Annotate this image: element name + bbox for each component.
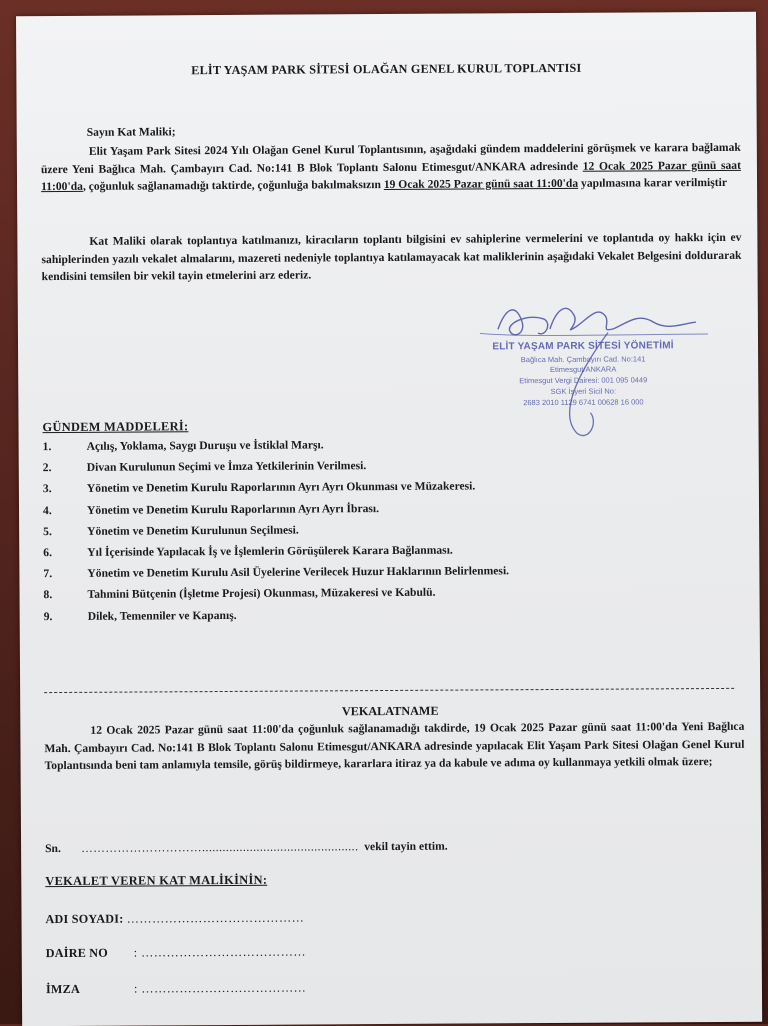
agenda-text: Yıl İçerisinde Yapılacak İş ve İşlemlerin Görüşülerek Karara Bağlanması. (87, 543, 453, 559)
agenda-text: Tahmini Bütçenin (İşletme Projesi) Okunması, Müzakeresi ve Kabulü. (87, 586, 436, 602)
agenda-number: 2. (42, 461, 52, 475)
signature-row (46, 981, 306, 998)
agenda-number: 1. (42, 440, 52, 454)
document-page (16, 12, 762, 1026)
para1-text-a: Elit Yaşam Park Sitesi 2024 Yılı Olağan Genel Kurul Toplantısının, aşağıdaki gündem maddelerini görüşmek ve karara bağlamak üzere Yeni Bağlıca Mah. Çambayırı Cad. No:141 B Blok Toplantı Salonu Etimesgut/ANKARA adresinde (40, 140, 741, 176)
first-meeting-date: 12 Ocak 2025 Pazar günü saat 11:00'da (41, 158, 741, 194)
agenda-number: 3. (42, 482, 52, 496)
agenda-text: Yönetim ve Denetim Kurulu Raporlarının Ayrı Ayrı İbrası. (86, 501, 380, 517)
agenda-text: Yönetim ve Denetim Kurulu Asil Üyelerine Verilecek Huzur Haklarının Belirlenmesi. (87, 564, 510, 580)
list-item (44, 605, 744, 630)
stamp-line-5: SGK İşyeri Sicil No: (550, 386, 617, 397)
agenda-number: 8. (43, 588, 53, 602)
document-title: ELİT YAŞAM PARK SİTESİ OLAĞAN GENEL KURUL TOPLANTISI (191, 60, 582, 78)
agenda-text: Yönetim ve Denetim Kurulu Raporlarının Ayrı Ayrı Okunması ve Müzakeresi. (86, 479, 476, 496)
proxy-request-paragraph: Kat Maliki olarak toplantıya katılmanızı, kiracıların toplantı bilgisini ev sahiplerine vermelerini ve toplantıda oy hakkı için ev sahiplerinden yazılı vekalet almalarını, mazereti nedeniyle toplantıya katılamayacak kat maliklerinin aşağıdaki Vekalet Belgesini doldurarak kendisini temsilen bir vekil tayin etmelerini arz ederiz. (41, 230, 742, 284)
agenda-number: 6. (43, 545, 53, 560)
announcement-paragraph (41, 139, 741, 196)
stamp-line-1: ELİT YAŞAM PARK SİTESİ YÖNETİMİ (492, 340, 674, 353)
stamp-line-6: 2683 2010 1129 6741 00628 16 000 (523, 397, 644, 408)
name-label: ADI SOYADI: (45, 911, 124, 927)
stamp-line-3: Etimesgut/ANKARA (550, 364, 617, 375)
para1-text-c: yapılmasına karar verilmiştir (578, 176, 728, 191)
owner-section-heading: VEKALET VEREN KAT MALİKİNİN: (45, 872, 268, 889)
agenda-text: Dilek, Temenniler ve Kapanış. (87, 608, 237, 623)
stamp-line-2: Bağlıca Mah. Çambayırı Cad. No:141 (520, 354, 646, 365)
name-blank[interactable]: …………………………………… (126, 910, 305, 926)
stamp-line-4: Etimesgut Vergi Dairesi: 001 095 0449 (519, 375, 648, 386)
apartment-blank[interactable]: : ………………………………… (133, 944, 307, 960)
signature-label: İMZA (45, 981, 80, 997)
proxy-appointee-row (45, 840, 448, 855)
agenda-text: Yönetim ve Denetim Kurulunun Seçilmesi. (87, 523, 299, 538)
appointee-name-blank[interactable]: ………………………….............................................. (81, 840, 359, 855)
proxy-paragraph: 12 Ocak 2025 Pazar günü saat 11:00'da çoğunluk sağlanamadığı takdirde, 19 Ocak 2025 Pazar günü saat 11:00'da Yeni Bağlıca Mah. Çambayırı Cad. No:141 B Blok Toplantı Salonu Etimesgut/ANKARA adresinde yapılacak Elit Yaşam Park Sitesi Olağan Genel Kurul Toplantısında beni tam anlamıyla temsile, görüş bildirmeye, kararlara itiraz ya da kabule ve adıma oy kullanmaya yetkili olmak üzere; (44, 719, 745, 773)
agenda-heading: GÜNDEM MADDELERİ: (42, 419, 189, 435)
agenda-number: 4. (42, 503, 52, 517)
management-stamp (458, 292, 709, 444)
sn-label: Sn. (45, 842, 61, 856)
cut-line-divider (44, 688, 734, 693)
agenda-text: Divan Kurulunun Seçimi ve İmza Yetkilerinin Verilmesi. (86, 459, 367, 475)
owner-name-row (45, 911, 304, 928)
apartment-number-row (46, 945, 306, 962)
para1-text-b: , çoğunluk sağlanamadığı taktirde, çoğunluğa bakılmaksızın (82, 178, 384, 194)
signature-blank[interactable]: : ………………………………… (133, 980, 307, 996)
apartment-label: DAİRE NO (45, 945, 108, 961)
agenda-number: 9. (43, 609, 53, 623)
agenda-number: 5. (43, 524, 52, 538)
salutation: Sayın Kat Maliki; (86, 125, 176, 139)
agenda-list (43, 436, 744, 631)
agenda-number: 7. (43, 567, 53, 581)
agenda-text: Açılış, Yoklama, Saygı Duruşu ve İstiklal Marşı. (86, 438, 324, 453)
proxy-title: VEKALATNAME (341, 703, 439, 719)
sn-suffix: vekil tayin ettim. (364, 839, 448, 854)
second-meeting-date: 19 Ocak 2025 Pazar günü saat 11:00'da (383, 177, 579, 192)
